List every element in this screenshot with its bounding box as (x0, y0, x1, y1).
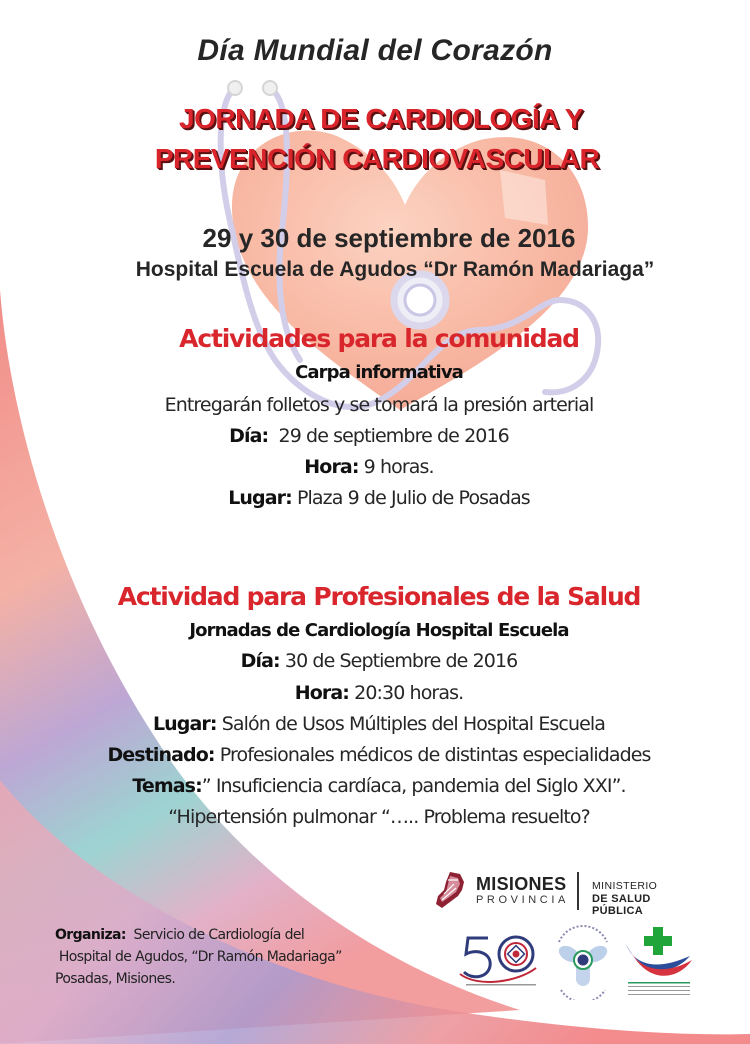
time-value: 9 horas. (358, 456, 434, 478)
organizer-block (55, 924, 342, 990)
event-dates: 29 y 30 de septiembre de 2016 (202, 223, 576, 253)
place-label: Lugar: (152, 713, 217, 735)
professionals-subheading: Jornadas de Cardiología Hospital Escuela (189, 620, 569, 641)
hospital-logo (553, 920, 613, 1000)
misiones-map-icon (432, 870, 468, 910)
poster-title: Día Mundial del Corazón (197, 34, 553, 67)
professionals-day (4, 650, 750, 672)
ministry-logo (432, 868, 702, 917)
misiones-label: MISIONES (476, 874, 567, 894)
audience-value: Profesionales médicos de distintas especialidades (214, 744, 651, 766)
50-anniversary-logo (458, 930, 543, 990)
professionals-topics (4, 775, 750, 797)
event-title-line-2: PREVENCIÓN CARDIOVASCULAR (154, 143, 600, 174)
community-heading: Actividades para la comunidad (179, 324, 579, 353)
professionals-time (4, 682, 750, 704)
organizer-line-3: Posadas, Misiones. (55, 971, 176, 987)
provincia-label: PROVINCIA (476, 894, 569, 906)
time-label: Hora: (294, 682, 350, 704)
event-title-line-1: JORNADA DE CARDIOLOGÍA Y (179, 103, 583, 134)
professionals-audience (4, 744, 750, 766)
community-description: Entregarán folletos y se tomará la presión arterial (164, 394, 594, 416)
event-venue: Hospital Escuela de Agudos “Dr Ramón Madariaga” (135, 258, 655, 281)
ministerio-label: MINISTERIO (592, 880, 658, 892)
health-foundation-logo (624, 924, 694, 1004)
professionals-heading: Actividad para Profesionales de la Salud (117, 582, 641, 611)
place-value: Plaza 9 de Julio de Posadas (291, 487, 530, 509)
logo-divider (577, 872, 579, 910)
community-day (0, 425, 744, 447)
salud-publica-label: DE SALUD PÚBLICA (592, 893, 651, 917)
community-time (0, 456, 744, 478)
organizer-line-2: Hospital de Agudos, “Dr Ramón Madariaga” (55, 949, 342, 965)
day-label: Día: (240, 650, 280, 672)
time-label: Hora: (304, 456, 359, 478)
day-label: Día: (229, 425, 269, 447)
community-place (4, 487, 750, 509)
community-subheading: Carpa informativa (295, 362, 463, 383)
place-label: Lugar: (228, 487, 292, 509)
organizer-line-1 (55, 924, 342, 946)
topics-value: ” Insuficiencia cardíaca, pandemia del Siglo XXI”. (201, 775, 626, 797)
time-value: 20:30 horas. (349, 682, 464, 704)
organizer-value: Servicio de Cardiología del (125, 927, 305, 943)
day-value: 30 de Septiembre de 2016 (279, 650, 518, 672)
day-value: 29 de septiembre de 2016 (268, 425, 509, 447)
place-value: Salón de Usos Múltiples del Hospital Escuela (216, 713, 606, 735)
professionals-place (4, 713, 750, 735)
organizer-label: Organiza: (55, 927, 126, 943)
professionals-topics-line-2: “Hipertensión pulmonar “….. Problema resuelto? (168, 806, 590, 828)
topics-label: Temas: (132, 775, 202, 797)
audience-label: Destinado: (107, 744, 215, 766)
